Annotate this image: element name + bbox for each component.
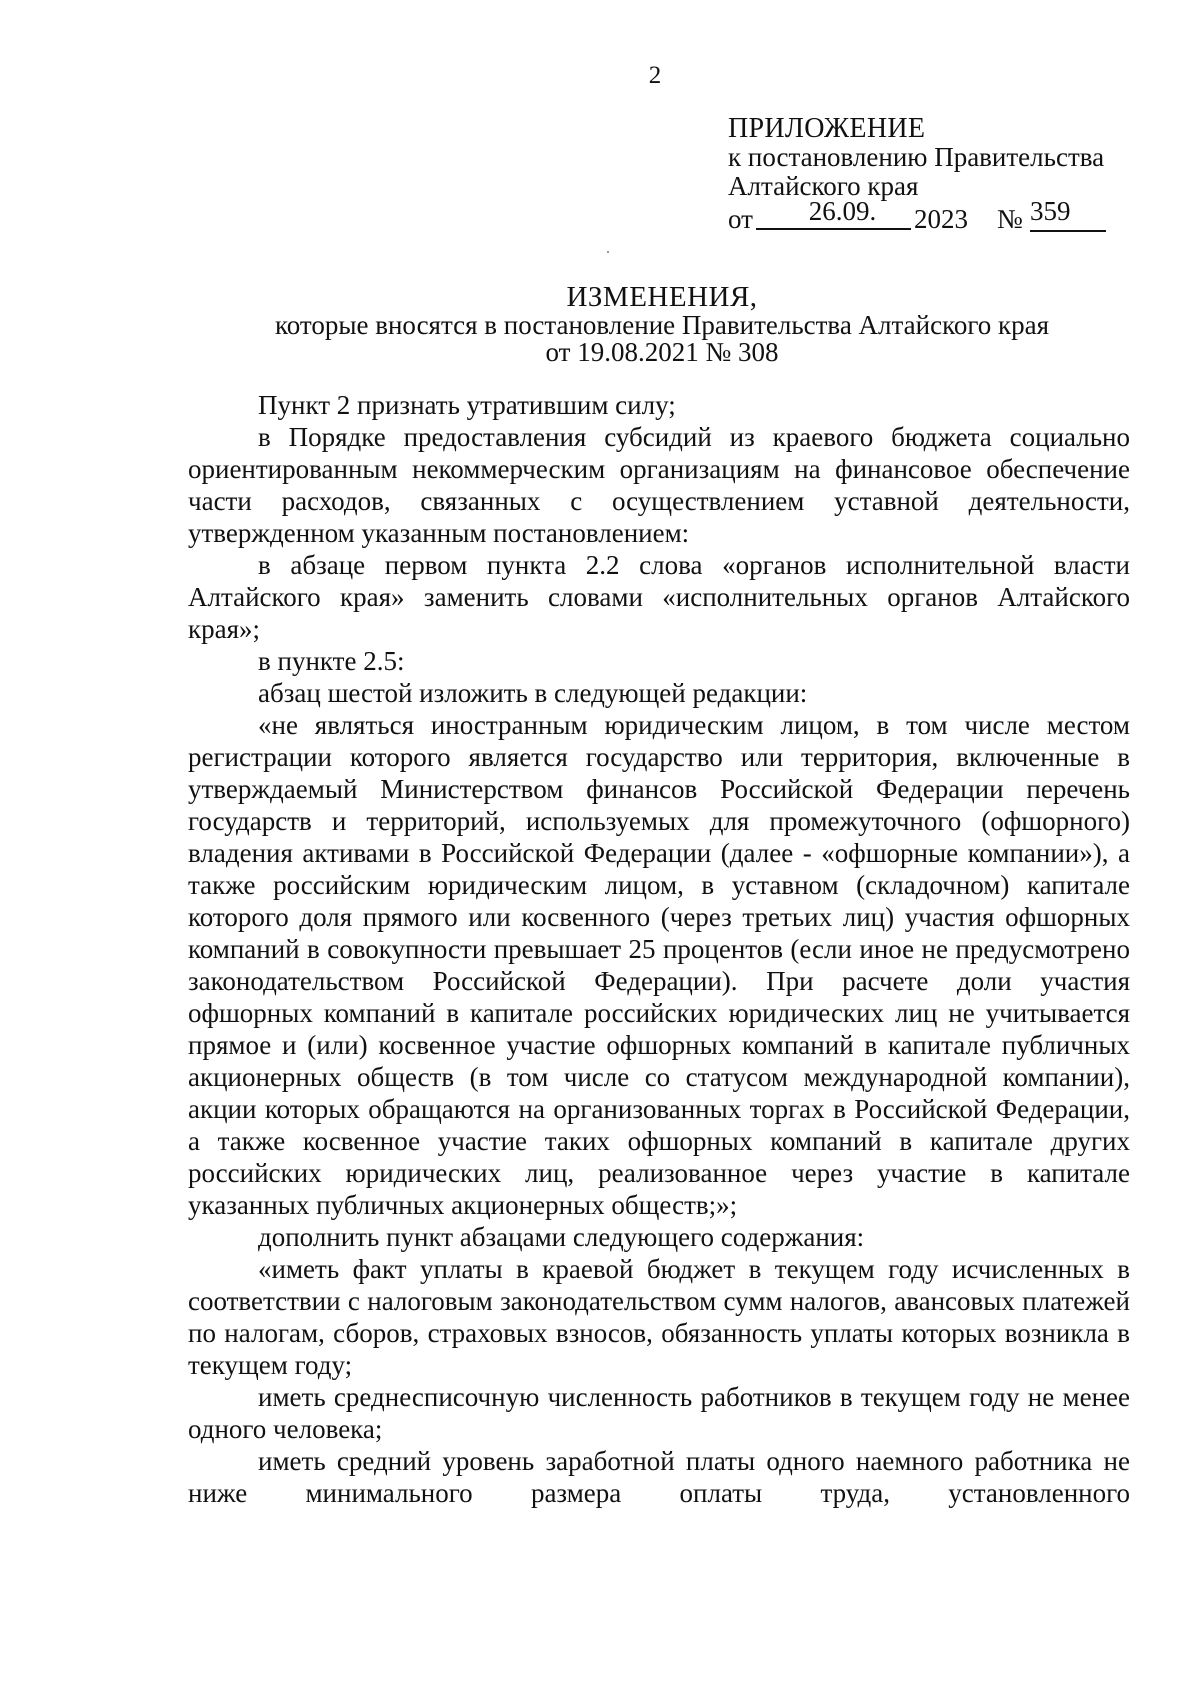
paragraph: «иметь факт уплаты в краевой бюджет в текущем году исчисленных в соответствии с налоговым законодательством сумм налогов, авансовых платежей по налогам, сборов, страховых взносов, обязанность уплаты которых возникла в текущем году; — [188, 1254, 1130, 1380]
paragraph: в Порядке предоставления субсидий из краевого бюджета социально ориентированным некоммерческим организациям на финансовое обеспечение части расходов, связанных с осуществлением уставной деятельности, утвержденном указанным постановлением: — [188, 422, 1130, 548]
number-sign: № — [997, 204, 1023, 234]
paragraph: в абзаце первом пункта 2.2 слова «органов исполнительной власти Алтайского края» заменить словами «исполнительных органов Алтайского края»; — [188, 550, 1130, 644]
appendix-block — [728, 114, 1168, 235]
document-number: 359 — [1030, 197, 1106, 232]
paragraph: «не являться иностранным юридическим лицом, в том числе местом регистрации которого является государство или территория, включенные в утверждаемый Министерством финансов Российской Федерации перечень государств и территорий, используемых для промежуточного (офшорного) владения активами в Российской Федерации (далее - «офшорные компании»), а также российским юридическим лицом, в уставном (складочном) капитале которого доля прямого или косвенного (через третьих лиц) участия офшорных компаний в совокупности превышает 25 процентов (если иное не предусмотрено законодательством Российской Федерации). При расчете доли участия офшорных компаний в капитале российских юридических лиц не учитывается прямое и (или) косвенное участие офшорных компаний в капитале публичных акционерных обществ (в том числе со статусом международной компании), акции которых обращаются на организованных торгах в Российской Федерации, а также косвенное участие таких офшорных компаний в капитале других российских юридических лиц, реализованное через участие в капитале указанных публичных акционерных обществ;»; — [188, 710, 1130, 1220]
scan-speck — [607, 251, 609, 253]
paragraph: дополнить пункт абзацами следующего содержания: — [258, 1222, 865, 1252]
date-year: 2023 — [914, 204, 968, 234]
document-title: ИЗМЕНЕНИЯ, — [566, 281, 758, 313]
page-number: 2 — [648, 62, 662, 89]
paragraph: абзац шестой изложить в следующей редакции: — [258, 678, 808, 708]
document-body — [188, 389, 1130, 1509]
appendix-line-2: Алтайского края — [728, 171, 919, 201]
document-subtitle — [0, 312, 1200, 366]
paragraph: в пункте 2.5: — [258, 646, 405, 676]
paragraph: Пункт 2 признать утратившим силу; — [258, 390, 676, 420]
date-prefix: от — [728, 204, 753, 234]
paragraph: иметь средний уровень заработной платы одного наемного работника не ниже минимального размера оплаты труда, установленного — [188, 1446, 1130, 1508]
date-field: 26.09. — [756, 197, 911, 230]
subtitle-line-2: от 19.08.2021 № 308 — [545, 337, 779, 367]
appendix-line-1: к постановлению Правительства — [728, 142, 1105, 172]
paragraph: иметь среднесписочную численность работников в текущем году не менее одного человека; — [188, 1382, 1130, 1444]
appendix-title: ПРИЛОЖЕНИЕ — [728, 113, 926, 144]
appendix-date-line — [728, 196, 1168, 235]
subtitle-line-1: которые вносятся в постановление Правительства Алтайского края — [274, 310, 1049, 340]
